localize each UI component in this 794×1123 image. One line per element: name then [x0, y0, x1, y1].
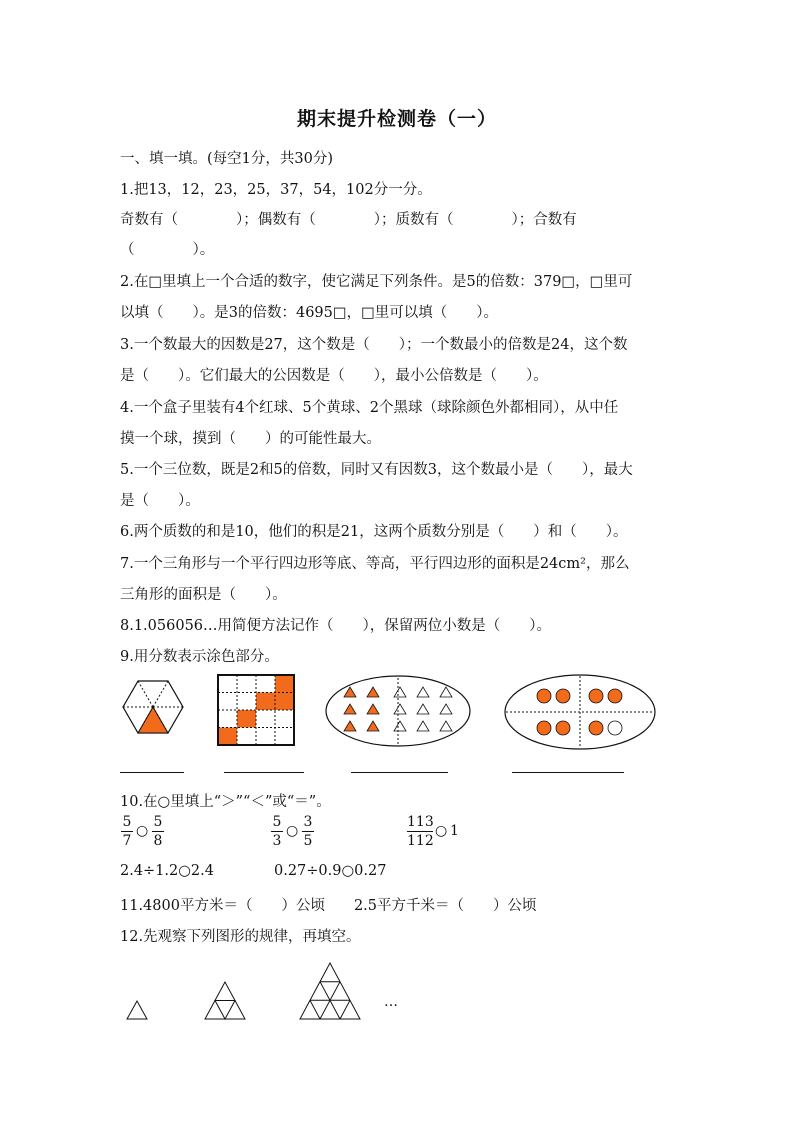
fraction-3-5: 3 5	[303, 814, 313, 849]
question-11-line-1: 11.4800平方米＝（ ）公顷 2.5平方千米＝（ ）公顷	[120, 898, 537, 914]
pattern-triangle-2	[204, 981, 246, 1020]
pattern-ellipsis: …	[384, 994, 398, 1010]
grid-cell-shaded	[275, 675, 294, 693]
triangle-empty	[394, 687, 452, 731]
grid-cell-shaded	[237, 710, 256, 728]
question-2-line-1: 2.在□里填上一个合适的数字，使它满足下列条件。是5的倍数：379□，□里可	[120, 274, 633, 290]
answer-line-1[interactable]	[120, 772, 184, 773]
pattern-triangle-1	[126, 1000, 148, 1020]
section-heading: 一、填一填。(每空1分，共30分)	[120, 151, 333, 167]
question-7-line-1: 7.一个三角形与一个平行四边形等底、等高，平行四边形的面积是24cm²，那么	[120, 556, 630, 572]
fraction-5-8: 5 8	[153, 814, 163, 849]
question-4-line-2: 摸一个球，摸到（ ）的可能性最大。	[120, 431, 381, 447]
answer-line-3[interactable]	[351, 772, 448, 773]
fraction-5-3: 5 3	[272, 814, 282, 849]
question-10-line-1: 10.在○里填上“＞”“＜”或“＝”。	[120, 794, 331, 810]
answer-line-2[interactable]	[224, 772, 304, 773]
compare-rhs-1: 1	[450, 823, 459, 839]
pattern-triangle-3	[299, 962, 361, 1020]
question-1-line-2: 奇数有（ ）；偶数有（ ）；质数有（ ）；合数有	[120, 212, 577, 228]
question-5-line-2: 是（ ）。	[120, 493, 200, 509]
question-7-line-2: 三角形的面积是（ ）。	[120, 587, 287, 603]
question-6-line-1: 6.两个质数的和是10，他们的积是21，这两个质数分别是（ ）和（ ）。	[120, 524, 628, 540]
question-2-line-2: 以填（ ）。是3的倍数：4695□，□里可以填（ ）。	[120, 305, 499, 321]
circle-empty	[608, 721, 622, 735]
compare-circle-2[interactable]: ○	[286, 823, 299, 839]
grid-cell-shaded	[218, 728, 237, 746]
question-12-line-1: 12.先观察下列图形的规律，再填空。	[120, 929, 361, 945]
expression-1: 2.4÷1.2○2.4	[120, 863, 214, 879]
triangle-shaded	[344, 687, 379, 731]
question-1-line-3: （ ）。	[120, 242, 215, 258]
hexagon-figure	[122, 679, 184, 735]
answer-line-4[interactable]	[512, 772, 624, 773]
question-3-line-1: 3.一个数最大的因数是27，这个数是（ ）；一个数最小的倍数是24，这个数	[120, 337, 628, 353]
compare-circle-3[interactable]: ○	[435, 823, 448, 839]
triangles-ellipse-figure	[325, 674, 471, 748]
fraction-113-112: 113 112	[407, 814, 434, 849]
grid-cell-shaded	[256, 693, 275, 711]
question-5-line-1: 5.一个三位数，既是2和5的倍数，同时又有因数3，这个数最小是（ ），最大	[120, 462, 633, 478]
compare-circle-1[interactable]: ○	[136, 823, 149, 839]
circles-ellipse-figure	[504, 674, 656, 750]
fraction-5-7: 5 7	[122, 814, 132, 849]
question-3-line-2: 是（ ）。它们最大的公因数是（ ），最小公倍数是（ ）。	[120, 368, 548, 384]
page-title: 期末提升检测卷（一）	[296, 108, 497, 130]
hexagon-shaded-sector	[138, 707, 168, 733]
question-9-line-1: 9.用分数表示涂色部分。	[120, 649, 279, 665]
grid-figure	[218, 675, 294, 745]
question-8-line-1: 8.1.056056…用简便方法记作（ ），保留两位小数是（ ）。	[120, 618, 552, 634]
question-1-line-1: 1.把13，12，23，25，37，54，102分一分。	[120, 182, 432, 198]
expression-2: 0.27÷0.9○0.27	[274, 863, 387, 879]
grid-cell-shaded	[275, 693, 294, 711]
question-4-line-1: 4.一个盒子里装有4个红球、5个黄球、2个黑球（球除颜色外都相同），从中任	[120, 400, 619, 416]
